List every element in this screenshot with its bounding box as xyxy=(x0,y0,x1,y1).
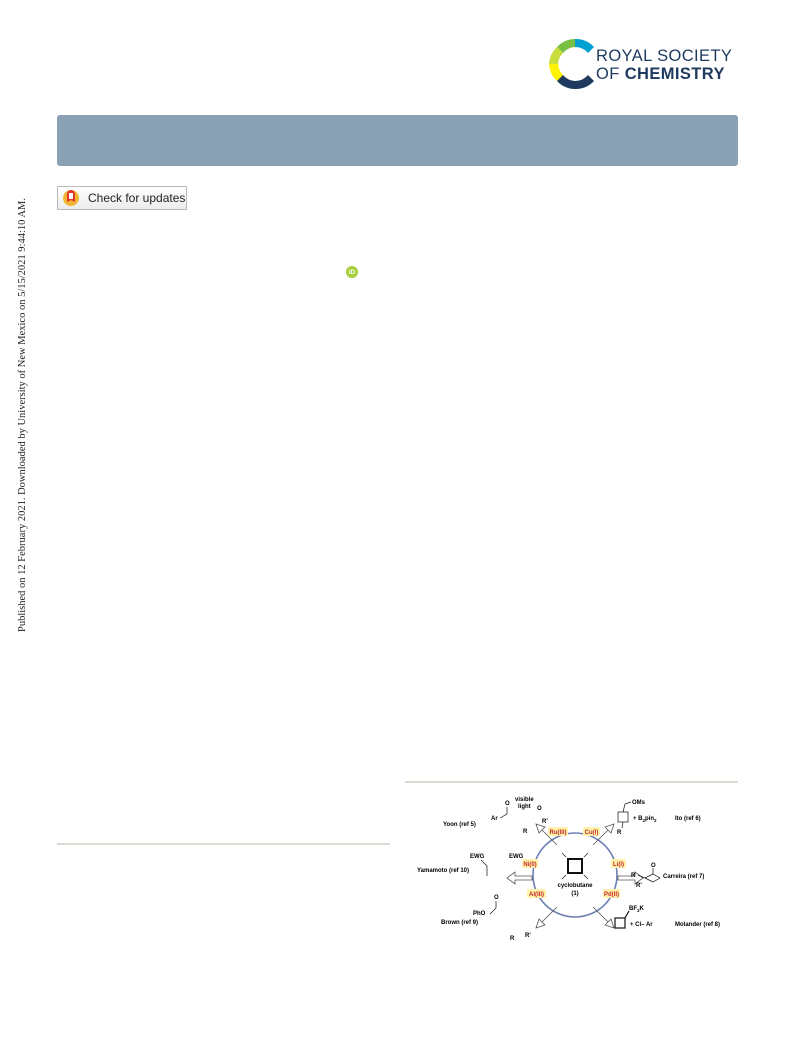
svg-text:visible: visible xyxy=(515,797,534,803)
svg-text:R: R xyxy=(523,829,528,835)
svg-text:light: light xyxy=(518,804,531,810)
orcid-icon[interactable]: iD xyxy=(346,266,358,278)
ref-brown: Brown (ref 9) xyxy=(441,920,479,926)
svg-text:+ B2pin2: + $B_2pin_2$ xyxy=(633,816,657,823)
svg-text:O: O xyxy=(651,863,656,869)
side-note-text: Published on 12 February 2021. Downloaded by University of New Mexico on 5/15/2021 9:44:10 AM. xyxy=(17,198,28,632)
ref-yoon: Yoon (ref 5) xyxy=(443,822,476,828)
catalyst-cu: Cu(I) xyxy=(584,830,599,836)
bookmark-icon xyxy=(62,189,82,207)
publisher-wordmark xyxy=(596,47,732,83)
catalyst-ni: Ni(0) xyxy=(523,862,537,868)
svg-text:O: O xyxy=(494,895,499,901)
arrows xyxy=(507,824,643,928)
ref-carreira: Carreira (ref 7) xyxy=(663,874,705,880)
svg-text:R': R' xyxy=(542,819,548,825)
center-number: (1) xyxy=(571,891,579,897)
svg-text:O: O xyxy=(505,801,510,807)
publication-side-note xyxy=(0,0,28,640)
svg-text:Ar: Ar xyxy=(491,816,498,822)
catalyst-pd: Pd(II) xyxy=(604,892,619,898)
scheme-top-rule xyxy=(405,781,738,783)
ref-yamamoto: Yamamoto (ref 10) xyxy=(417,868,470,874)
publisher-line2: OF CHEMISTRY xyxy=(596,65,725,83)
svg-text:R: R xyxy=(631,873,636,879)
check-for-updates-label: Check for updates xyxy=(88,191,186,205)
svg-text:PhO: PhO xyxy=(473,911,486,917)
catalyst-al: Al(III) xyxy=(529,892,544,898)
center-circle xyxy=(533,833,617,917)
article-type-banner xyxy=(57,115,738,166)
svg-text:EWG: EWG xyxy=(470,854,485,860)
center-label: cyclobutane xyxy=(557,883,593,889)
svg-text:OMs: OMs xyxy=(632,800,646,806)
publisher-line1: ROYAL SOCIETY xyxy=(596,47,733,65)
svg-text:R': R' xyxy=(636,883,642,889)
svg-text:R': R' xyxy=(525,933,531,939)
catalyst-li: Li(I) xyxy=(613,862,624,868)
catalyst-ru: Ru(III) xyxy=(549,830,567,836)
svg-text:BF3K: $BF_3K$ xyxy=(629,906,644,913)
svg-text:R: R xyxy=(510,936,515,942)
check-for-updates-button[interactable] xyxy=(57,186,187,210)
svg-text:O: O xyxy=(537,806,542,812)
cyclobutane-square xyxy=(568,859,582,873)
ref-ito: Ito (ref 6) xyxy=(675,816,701,822)
left-column-rule xyxy=(57,843,390,845)
scheme-cyclobutane-figure xyxy=(405,790,740,960)
ref-molander: Molander (ref 8) xyxy=(675,922,721,928)
svg-text:EWG: EWG xyxy=(509,854,524,860)
svg-text:+ Cl– Ar: + Cl– Ar xyxy=(630,922,653,928)
svg-text:R: R xyxy=(617,830,622,836)
